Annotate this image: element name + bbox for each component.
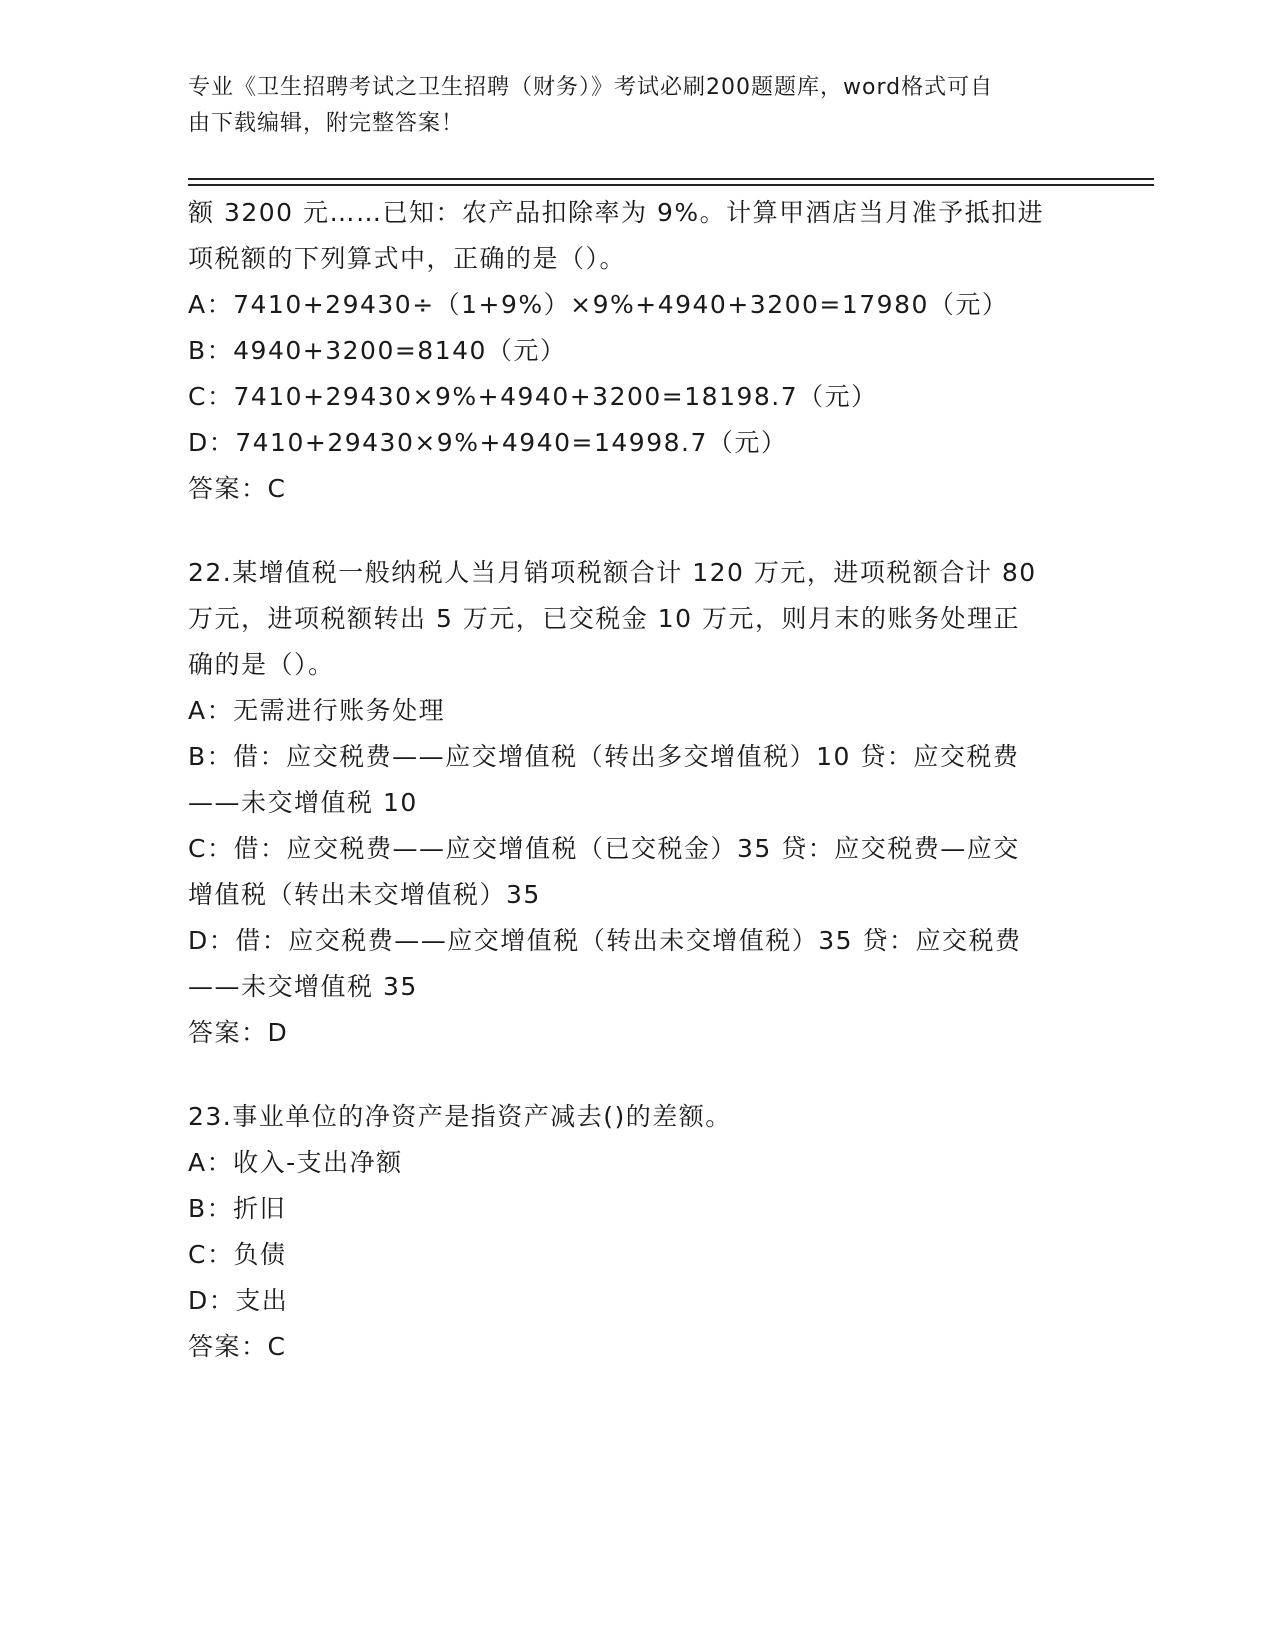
option-d: D：7410+29430×9%+4940=14998.7（元）	[188, 428, 788, 457]
option-a: A：7410+29430÷（1+9%）×9%+4940+3200=17980（元）	[188, 290, 1009, 319]
header-line-1: 专业《卫生招聘考试之卫生招聘（财务）》考试必刷200题题库，word格式可自	[188, 75, 994, 100]
option-d-continued: ——未交增值税 35	[188, 972, 418, 1001]
option-c: C：7410+29430×9%+4940+3200=18198.7（元）	[188, 382, 878, 411]
option-a: A：收入-支出净额	[188, 1148, 403, 1177]
question-23	[188, 1094, 1088, 1370]
option-d: D：借：应交税费——应交增值税（转出未交增值税）35 贷：应交税费	[188, 926, 1022, 955]
question-stem-line: 额 3200 元……已知：农产品扣除率为 9%。计算甲酒店当月准予抵扣进	[188, 198, 1045, 227]
question-gap	[188, 1056, 1088, 1094]
answer-line: 答案：C	[188, 1332, 287, 1361]
question-stem-line: 23.事业单位的净资产是指资产减去()的差额。	[188, 1102, 732, 1131]
option-b: B：折旧	[188, 1194, 287, 1223]
option-c: C：借：应交税费——应交增值税（已交税金）35 贷：应交税费—应交	[188, 834, 1020, 863]
question-stem-line: 项税额的下列算式中，正确的是（）。	[188, 244, 627, 273]
question-22	[188, 550, 1088, 1056]
option-a: A：无需进行账务处理	[188, 696, 446, 725]
question-stem-line: 万元，进项税额转出 5 万元，已交税金 10 万元，则月末的账务处理正	[188, 604, 1021, 633]
option-c: C：负债	[188, 1240, 287, 1269]
option-b-continued: ——未交增值税 10	[188, 788, 418, 817]
document-header	[188, 70, 1088, 142]
option-b: B：4940+3200=8140（元）	[188, 336, 567, 365]
question-list	[188, 190, 1088, 1370]
question-stem-line: 确的是（）。	[188, 650, 335, 679]
answer-line: 答案：C	[188, 474, 287, 503]
question-stem-line: 22.某增值税一般纳税人当月销项税额合计 120 万元，进项税额合计 80	[188, 558, 1037, 587]
answer-line: 答案：D	[188, 1018, 289, 1047]
option-c-continued: 增值税（转出未交增值税）35	[188, 880, 541, 909]
option-d: D：支出	[188, 1286, 289, 1315]
question-gap	[188, 512, 1088, 550]
option-b: B：借：应交税费——应交增值税（转出多交增值税）10 贷：应交税费	[188, 742, 1020, 771]
header-line-2: 由下载编辑，附完整答案！	[188, 111, 465, 136]
header-divider-top	[188, 178, 1154, 180]
question-21-continued	[188, 190, 1088, 512]
header-divider-bottom	[188, 184, 1154, 186]
